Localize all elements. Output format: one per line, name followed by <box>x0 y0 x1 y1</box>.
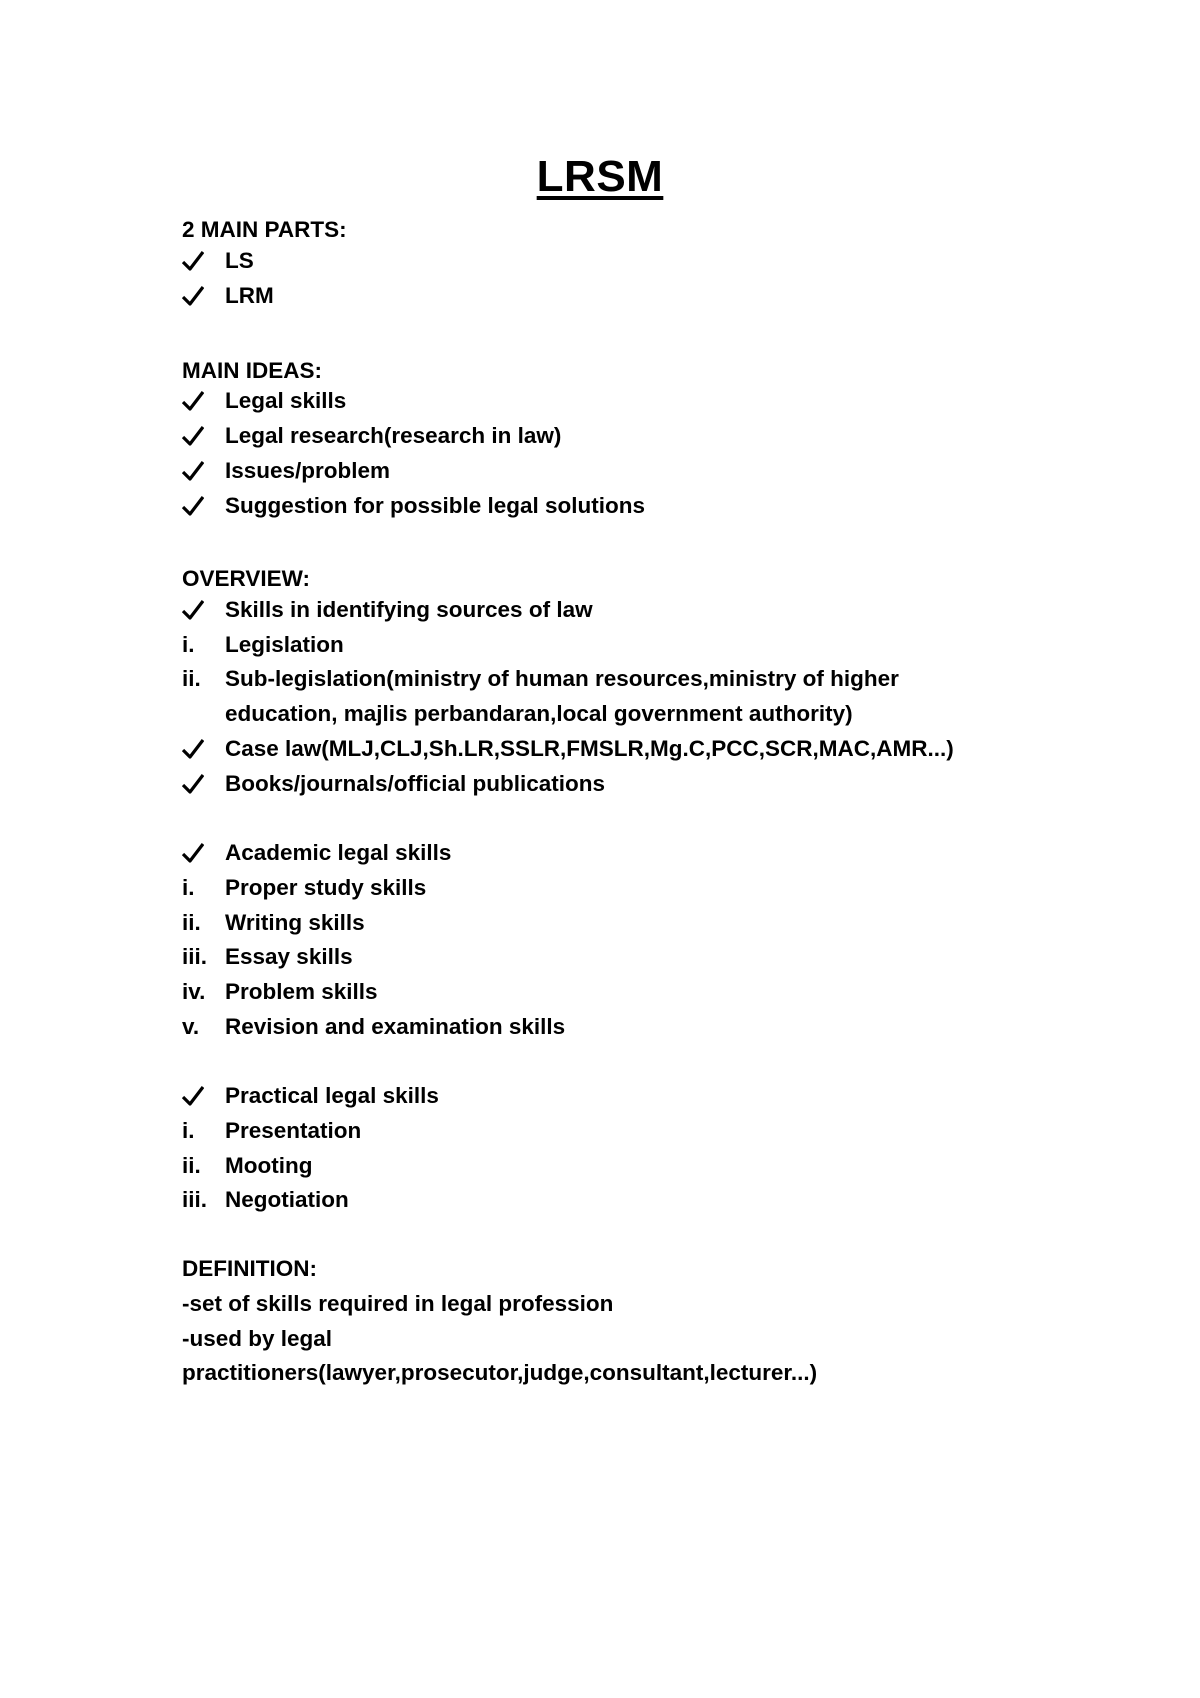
main-ideas-item: Legal skills <box>225 388 347 413</box>
sub-item: Problem skills <box>225 979 378 1004</box>
sub-item-continuation: education, majlis perbandaran,local government authority) <box>225 701 853 726</box>
checkmark-icon <box>182 1079 206 1113</box>
main-parts-item: LRM <box>225 283 274 308</box>
list-marker: i. <box>182 632 195 657</box>
overview-item: Skills in identifying sources of law <box>225 597 593 622</box>
list-marker: ii. <box>182 666 201 691</box>
definition-heading: DEFINITION: <box>182 1256 317 1281</box>
sub-item: Presentation <box>225 1118 362 1143</box>
list-marker: iv. <box>182 979 206 1004</box>
main-ideas-item: Suggestion for possible legal solutions <box>225 493 646 518</box>
checkmark-icon <box>182 836 206 870</box>
checkmark-icon <box>182 593 206 627</box>
checkmark-icon <box>182 489 206 523</box>
checkmark-icon <box>182 454 206 488</box>
main-ideas-heading: MAIN IDEAS: <box>182 358 322 383</box>
sub-item: Sub-legislation(ministry of human resources,ministry of higher <box>225 666 899 691</box>
main-ideas-item: Issues/problem <box>225 458 391 483</box>
list-marker: ii. <box>182 910 201 935</box>
checkmark-icon <box>182 767 206 801</box>
list-marker: iii. <box>182 944 208 969</box>
sub-item: Mooting <box>225 1153 313 1178</box>
checkmark-icon <box>182 732 206 766</box>
list-marker: v. <box>182 1014 200 1039</box>
sub-item: Revision and examination skills <box>225 1014 566 1039</box>
list-marker: i. <box>182 875 195 900</box>
checkmark-icon <box>182 279 206 313</box>
definition-line: -used by legal <box>182 1326 333 1351</box>
page-title: LRSM <box>536 152 664 201</box>
overview-item: Case law(MLJ,CLJ,Sh.LR,SSLR,FMSLR,Mg.C,PCC,SCR,MAC,AMR...) <box>225 736 954 761</box>
main-parts-item: LS <box>225 248 254 273</box>
overview-item: Practical legal skills <box>225 1083 439 1108</box>
main-ideas-item: Legal research(research in law) <box>225 423 562 448</box>
sub-item: Legislation <box>225 632 344 657</box>
checkmark-icon <box>182 419 206 453</box>
main-parts-heading: 2 MAIN PARTS: <box>182 217 347 242</box>
definition-line: -set of skills required in legal profession <box>182 1291 614 1316</box>
list-marker: i. <box>182 1118 195 1143</box>
overview-item: Books/journals/official publications <box>225 771 606 796</box>
overview-item: Academic legal skills <box>225 840 452 865</box>
sub-item: Writing skills <box>225 910 365 935</box>
list-marker: ii. <box>182 1153 201 1178</box>
list-marker: iii. <box>182 1187 208 1212</box>
sub-item: Negotiation <box>225 1187 349 1212</box>
checkmark-icon <box>182 384 206 418</box>
checkmark-icon <box>182 244 206 278</box>
sub-item: Proper study skills <box>225 875 427 900</box>
overview-heading: OVERVIEW: <box>182 566 310 591</box>
definition-line: practitioners(lawyer,prosecutor,judge,consultant,lecturer...) <box>182 1360 818 1385</box>
sub-item: Essay skills <box>225 944 353 969</box>
